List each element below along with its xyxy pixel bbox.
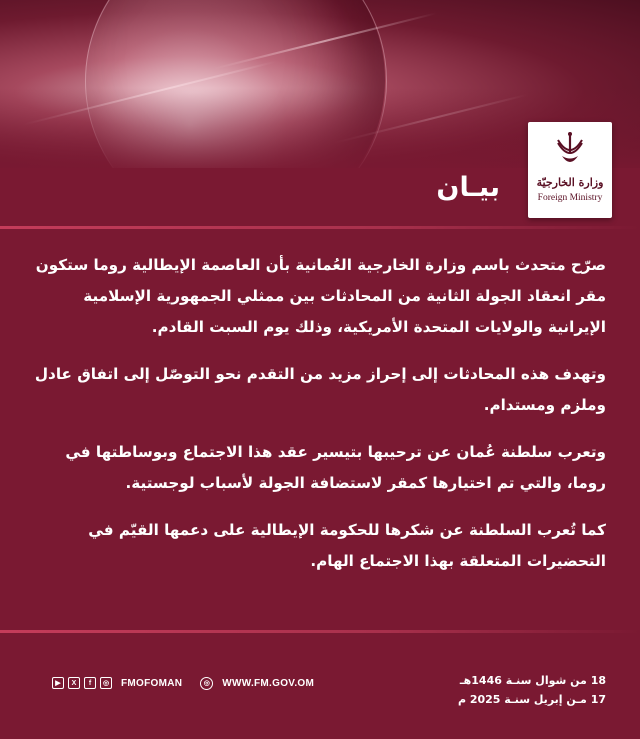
footer-contacts [52,676,314,690]
top-divider [0,226,640,229]
paragraph-1: صرّح متحدث باسم وزارة الخارجية العُمانية بأن العاصمة الإيطالية روما ستكون مقر انعقاد الجولة الثانية من المحادثات بين ممثلي الجمهورية الإسلامية الإيرانية والولايات المتحدة الأمريكية، وذلك يوم السبت القادم. [35,256,606,336]
logo-english-name: Foreign Ministry [537,193,603,203]
social-handle[interactable]: FMOFOMAN [121,677,183,689]
date-block [458,671,606,709]
bottom-divider [0,630,640,633]
paragraph-2: وتهدف هذه المحادثات إلى إحراز مزيد من التقدم نحو التوصّل إلى اتفاق عادل وملزم ومستدام. [34,365,606,414]
paragraph-3: وتعرب سلطنة عُمان عن ترحيبها بتيسير عقد هذا الاجتماع وبوساطتها في روما، والتي تم اختيارها كمقر لاستضافة الجولة لأسباب لوجستية. [65,443,606,492]
hijri-date: 18 من شوال سنـة 1446هـ [459,674,606,687]
statement-title: بيـان [436,172,500,203]
youtube-icon[interactable]: ▶ [52,677,64,689]
x-icon[interactable]: X [68,677,80,689]
oman-emblem-icon [550,130,590,170]
logo-arabic-name: وزارة الخارجيّة [536,176,604,189]
paragraph-4: كما تُعرب السلطنة عن شكرها للحكومة الإيطالية على دعمها القيّم في التحضيرات المتعلقة بهذا الاجتماع الهام. [88,521,606,570]
website-link[interactable]: WWW.FM.GOV.OM [222,677,315,689]
facebook-icon[interactable]: f [84,677,96,689]
statement-body [34,250,606,593]
ministry-logo [528,122,612,218]
instagram-icon[interactable]: ◎ [100,677,112,689]
gregorian-date: 17 مـن إبريل سنـة 2025 م [457,693,606,706]
web-icon: ◎ [200,677,213,690]
